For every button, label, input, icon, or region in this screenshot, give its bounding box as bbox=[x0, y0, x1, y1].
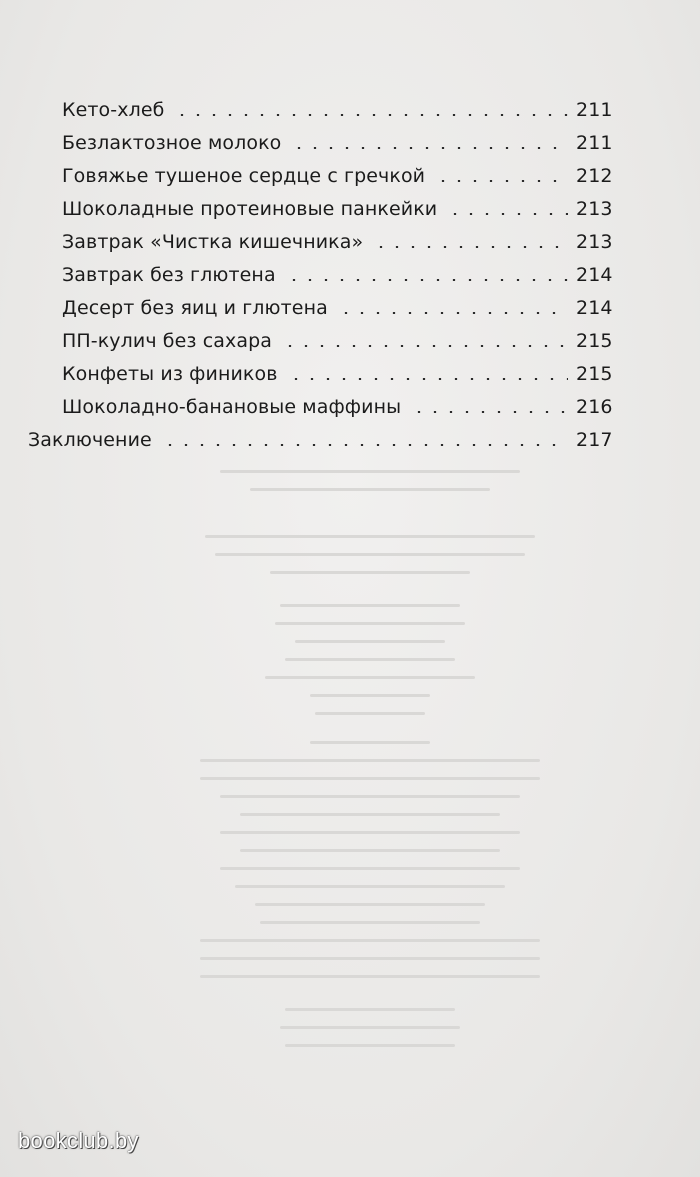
watermark: bookclub.by bbox=[18, 1128, 139, 1153]
dot-leader bbox=[373, 246, 568, 248]
dot-leader bbox=[291, 147, 568, 149]
toc-entry-title: Конфеты из фиников bbox=[62, 363, 278, 385]
toc-entry-page: 217 bbox=[576, 429, 613, 451]
dot-leader bbox=[162, 444, 568, 446]
toc-entry-page: 213 bbox=[576, 198, 613, 220]
toc-entry[interactable] bbox=[62, 389, 613, 419]
toc-entry-page: 214 bbox=[576, 297, 613, 319]
dot-leader bbox=[435, 180, 568, 182]
dot-leader bbox=[174, 114, 568, 116]
toc-entry[interactable] bbox=[62, 158, 613, 188]
toc-entry-conclusion[interactable] bbox=[28, 422, 613, 452]
toc-entry[interactable] bbox=[62, 92, 613, 122]
dot-leader bbox=[288, 378, 568, 380]
toc-entry-page: 211 bbox=[576, 132, 613, 154]
toc-entry-page: 213 bbox=[576, 231, 613, 253]
toc-entry[interactable] bbox=[62, 191, 613, 221]
toc-entry[interactable] bbox=[62, 356, 613, 386]
toc-entry-title: Заключение bbox=[28, 429, 152, 451]
toc-entry[interactable] bbox=[62, 224, 613, 254]
toc-entry-title: ПП-кулич без сахара bbox=[62, 330, 273, 352]
toc-entry[interactable] bbox=[62, 323, 613, 353]
bleed-through-text bbox=[195, 470, 545, 1030]
toc-entry-title: Шоколадно-банановые маффины bbox=[62, 396, 402, 418]
toc-entry-title: Завтрак без глютена bbox=[62, 264, 276, 286]
dot-leader bbox=[411, 411, 568, 413]
toc-entry-title: Шоколадные протеиновые панкейки bbox=[62, 198, 438, 220]
toc-entry-page: 212 bbox=[576, 165, 613, 187]
toc-entry-title: Завтрак «Чистка кишечника» bbox=[62, 231, 364, 253]
toc-entry-page: 211 bbox=[576, 99, 613, 121]
toc-entry-page: 214 bbox=[576, 264, 613, 286]
dot-leader bbox=[338, 312, 568, 314]
toc-entry-title: Безлактозное молоко bbox=[62, 132, 282, 154]
toc-entry-page: 215 bbox=[576, 363, 613, 385]
toc-entry-page: 216 bbox=[576, 396, 613, 418]
toc-entry[interactable] bbox=[62, 125, 613, 155]
toc-entry-title: Говяжье тушеное сердце с гречкой bbox=[62, 165, 426, 187]
dot-leader bbox=[447, 213, 568, 215]
toc-entry[interactable] bbox=[62, 290, 613, 320]
dot-leader bbox=[286, 279, 568, 281]
dot-leader bbox=[282, 345, 568, 347]
toc-entry-page: 215 bbox=[576, 330, 613, 352]
toc-entry[interactable] bbox=[62, 257, 613, 287]
toc-entry-title: Десерт без яиц и глютена bbox=[62, 297, 328, 319]
toc-entry-title: Кето-хлеб bbox=[62, 99, 165, 121]
